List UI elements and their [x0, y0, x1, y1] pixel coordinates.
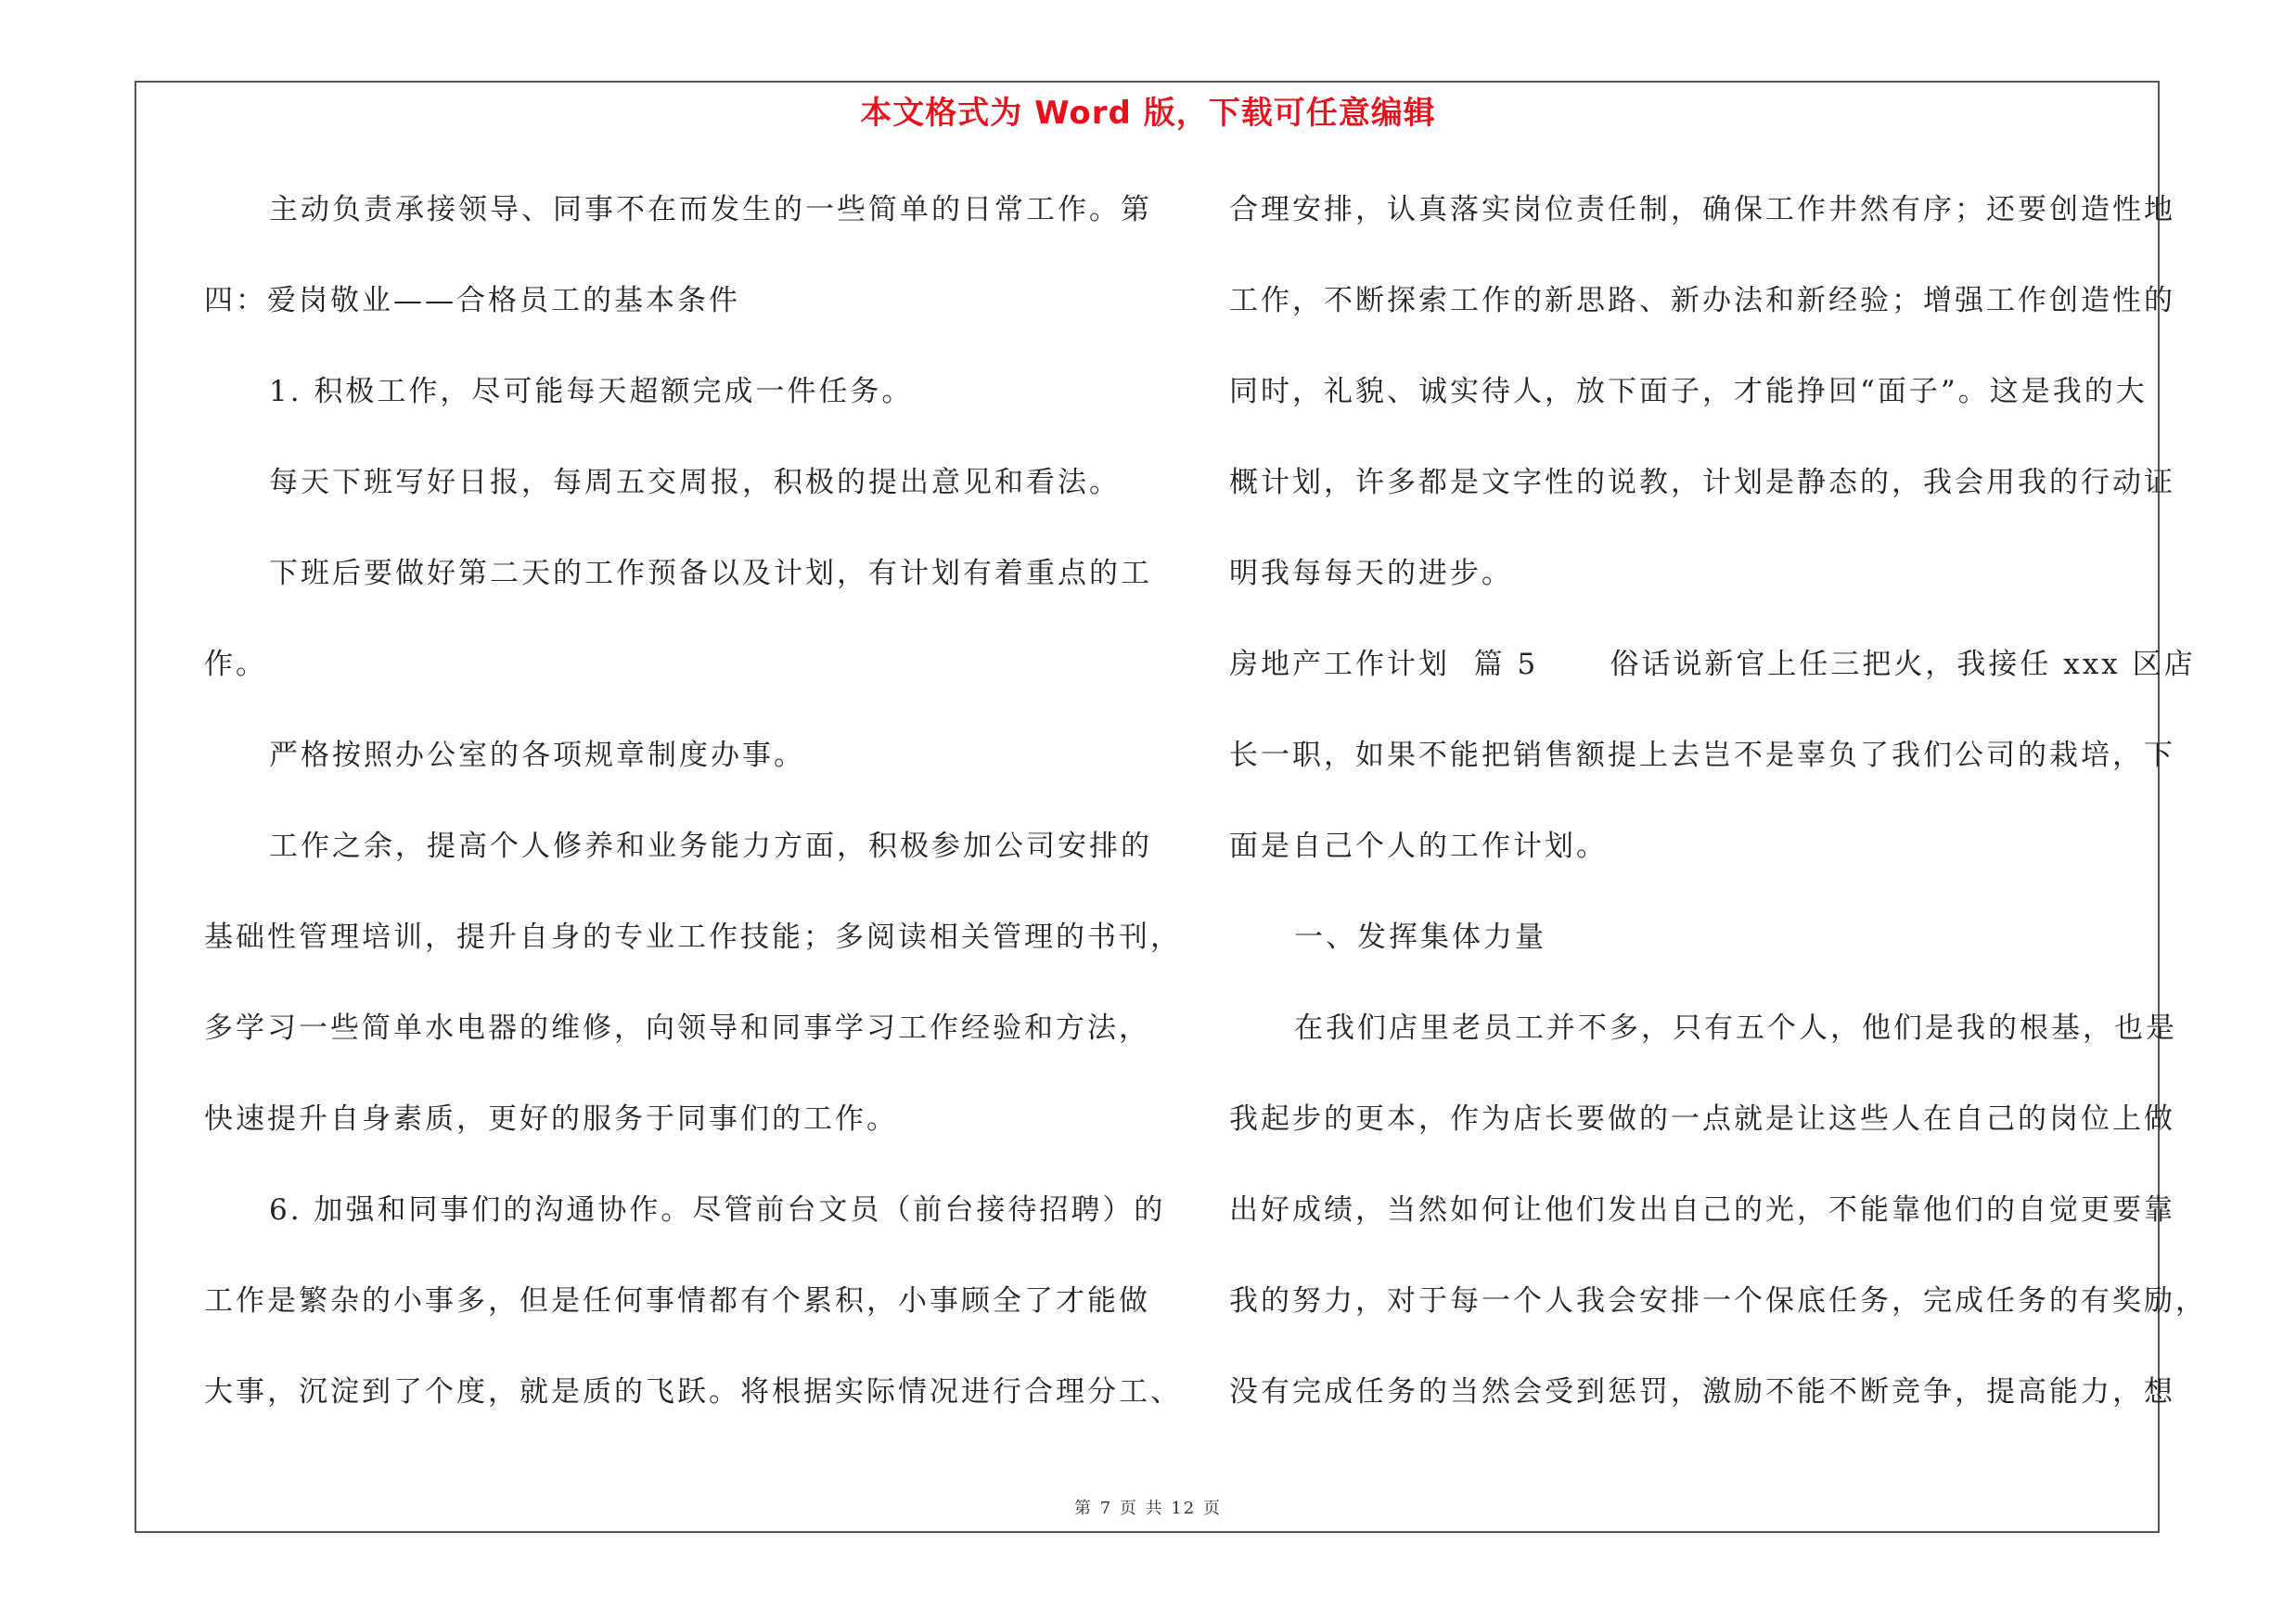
text-line: 我的努力，对于每一个人我会安排一个保底任务，完成任务的有奖励，: [1229, 1284, 2207, 1318]
text-line: 四：爱岗敬业——合格员工的基本条件: [204, 284, 740, 317]
text-line: 主动负责承接领导、同事不在而发生的一些简单的日常工作。第: [269, 193, 1152, 226]
text-line: 下班后要做好第二天的工作预备以及计划，有计划有着重点的工: [269, 557, 1152, 590]
right-text-column: [1229, 184, 2207, 1457]
text-line: 快速提升自身素质，更好的服务于同事们的工作。: [204, 1102, 898, 1136]
text-line: 1. 积极工作，尽可能每天超额完成一件任务。: [269, 375, 914, 408]
text-line: 6. 加强和同事们的沟通协作。尽管前台文员（前台接待招聘）的: [269, 1193, 1166, 1227]
left-text-column: [204, 184, 1182, 1457]
text-line: 合理安排，认真落实岗位责任制，确保工作井然有序；还要创造性地: [1229, 193, 2175, 226]
text-line: 我起步的更本，作为店长要做的一点就是让这些人在自己的岗位上做: [1229, 1102, 2175, 1136]
subheading-line: 一、发挥集体力量: [1294, 921, 1546, 954]
text-line: 基础性管理培训，提升自身的专业工作技能；多阅读相关管理的书刊，: [204, 921, 1182, 954]
text-line: 多学习一些简单水电器的维修，向领导和同事学习工作经验和方法，: [204, 1011, 1150, 1045]
text-line: 概计划，许多都是文字性的说教，计划是静态的，我会用我的行动证: [1229, 466, 2175, 499]
text-line: 严格按照办公室的各项规章制度办事。: [269, 739, 805, 772]
text-line: 出好成绩，当然如何让他们发出自己的光，不能靠他们的自觉更要靠: [1229, 1193, 2175, 1227]
text-line: 大事，沉淀到了个度，就是质的飞跃。将根据实际情况进行合理分工、: [204, 1375, 1182, 1409]
text-line: 面是自己个人的工作计划。: [1229, 830, 1608, 863]
page-number: 第 7 页 共 12 页: [1074, 1499, 1222, 1518]
text-line: 同时，礼貌、诚实待人，放下面子，才能挣回“面子”。这是我的大: [1229, 375, 2148, 408]
text-line: 工作，不断探索工作的新思路、新办法和新经验；增强工作创造性的: [1229, 284, 2175, 317]
text-line: 工作之余，提高个人修养和业务能力方面，积极参加公司安排的: [269, 830, 1152, 863]
format-banner: 本文格式为 Word 版，下载可任意编辑: [860, 95, 1436, 132]
text-line: 每天下班写好日报，每周五交周报，积极的提出意见和看法。: [269, 466, 1121, 499]
text-line: 作。: [204, 648, 267, 681]
text-line: 没有完成任务的当然会受到惩罚，激励不能不断竞争，提高能力，想: [1229, 1375, 2175, 1409]
section-heading-line: 房地产工作计划 篇 5 俗话说新官上任三把火，我接任 xxx 区店: [1229, 648, 2196, 681]
text-line: 工作是繁杂的小事多，但是任何事情都有个累积，小事顾全了才能做: [204, 1284, 1150, 1318]
text-line: 长一职，如果不能把销售额提上去岂不是辜负了我们公司的栽培，下: [1229, 739, 2175, 772]
text-line: 明我每每天的进步。: [1229, 557, 1513, 590]
text-line: 在我们店里老员工并不多，只有五个人，他们是我的根基，也是: [1294, 1011, 2177, 1045]
